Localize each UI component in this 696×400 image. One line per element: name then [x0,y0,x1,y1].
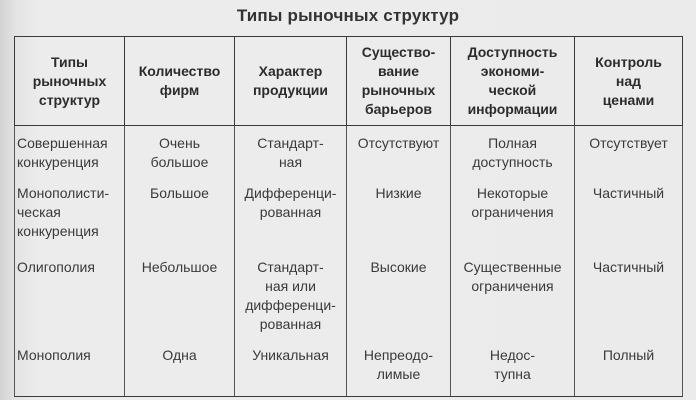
table-cell: Стандарт- ная [235,126,347,185]
table-cell: Уникальная [235,346,347,397]
table-cell: Отсутствует [575,126,683,185]
table-row [15,126,683,185]
market-structures-table [14,36,683,397]
table-cell: Олигополия [15,258,125,346]
table-cell: Высокие [347,258,451,346]
table-cell: Полная доступность [451,126,575,185]
table-cell: Совершенная конкуренция [15,126,125,185]
header-firm-count: Количество фирм [125,37,235,126]
header-product-type: Характер продукции [235,37,347,126]
table-cell: Частичный [575,184,683,258]
table-row [15,346,683,397]
table-cell: Большое [125,184,235,258]
table-cell: Одна [125,346,235,397]
table-row [15,184,683,258]
header-info-availability: Доступность экономи- ческой информации [451,37,575,126]
table-cell: Очень большое [125,126,235,185]
table-cell: Монополисти- ческая конкуренция [15,184,125,258]
table-cell: Непреодо- лимые [347,346,451,397]
table-cell: Полный [575,346,683,397]
header-market-barriers: Существо- вание рыночных барьеров [347,37,451,126]
table-cell: Небольшое [125,258,235,346]
table-cell: Низкие [347,184,451,258]
table-row [15,258,683,346]
table-cell: Недос- тупна [451,346,575,397]
table-cell: Дифференци- рованная [235,184,347,258]
header-market-type: Типы рыночных структур [15,37,125,126]
page-title: Типы рыночных структур [236,6,460,25]
header-row [15,37,683,126]
header-price-control: Контроль над ценами [575,37,683,126]
table-cell: Монополия [15,346,125,397]
table-cell: Некоторые ограничения [451,184,575,258]
table-cell: Стандарт- ная или дифференци- рованная [235,258,347,346]
table-cell: Существенные ограничения [451,258,575,346]
table-cell: Частичный [575,258,683,346]
table-cell: Отсутствуют [347,126,451,185]
